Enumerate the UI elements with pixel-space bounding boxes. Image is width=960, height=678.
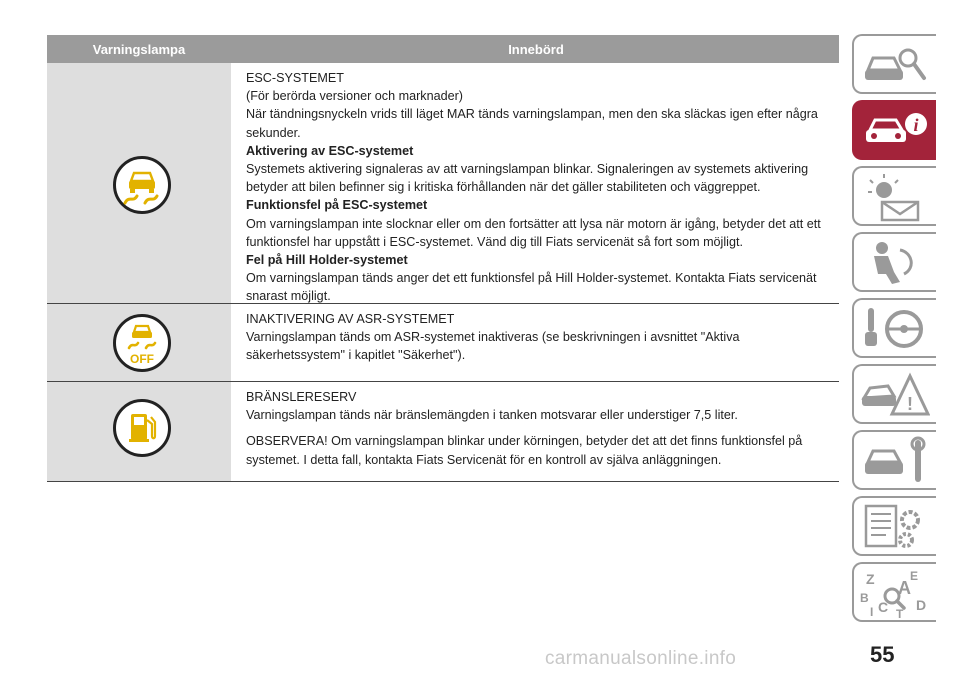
- warning-light-message-icon: [860, 172, 930, 222]
- esc-title: ESC-SYSTEMET: [246, 71, 344, 85]
- tab-maintenance[interactable]: [852, 430, 936, 490]
- table-row-fuel-reserve: [47, 382, 839, 482]
- tab-car-info[interactable]: [852, 100, 936, 160]
- key-steering-wheel-icon: [860, 304, 930, 354]
- icon-cell: [47, 304, 231, 381]
- document-gears-icon: [860, 502, 930, 552]
- tab-index[interactable]: [852, 562, 936, 622]
- fuel-description: [231, 382, 839, 481]
- header-meaning: Innebörd: [508, 41, 564, 57]
- esc-activation-text: Systemets aktivering signaleras av att varningslampan blinkar. Signaleringen av systemets aktivering betyder att bilen befinner sig i kritiska förhållanden när det gäller stabiliteten och väggreppet.: [246, 162, 809, 195]
- esc-intro: När tändningsnyckeln vrids till läget MAR tänds varningslampan, men den ska släckas igen efter några sekunder.: [246, 107, 818, 140]
- esc-scope: (För berörda versioner och marknader): [246, 89, 463, 104]
- esc-activation-heading: Aktivering av ESC-systemet: [246, 143, 414, 158]
- car-crash-warning-icon: [860, 370, 930, 420]
- warning-lights-table: [47, 35, 839, 482]
- page-number: 55: [870, 642, 895, 667]
- fuel-pump-warning-icon: [113, 399, 171, 457]
- car-wrench-icon: [860, 436, 930, 486]
- fuel-note: OBSERVERA! Om varningslampan blinkar under körningen, betyder det att det finns funktionsfel på systemet. I detta fall, kontakta Fiats Servicenät för en kontroll av själva anläggningen.: [246, 434, 803, 467]
- esc-fault-text: Om varningslampan inte slocknar eller om den fortsätter att lysa när motorn är igång, betyder det att ett funktionsfel har uppstått i ESC-systemet. Vänd dig till Fiats servicenät så fort som möjligt.: [246, 216, 821, 249]
- icon-cell: [47, 63, 231, 303]
- fuel-title: BRÄNSLERESERV: [246, 390, 357, 404]
- tab-technical-data[interactable]: [852, 496, 936, 556]
- asr-off-warning-icon: [113, 314, 171, 372]
- table-row-asr-off: [47, 304, 839, 382]
- svg-text:T: T: [896, 607, 904, 618]
- esc-skid-warning-icon: [113, 156, 171, 214]
- off-label: OFF: [130, 352, 154, 366]
- table-row-esc: [47, 63, 839, 304]
- fuel-text: Varningslampan tänds när bränslemängden i tanken motsvarar eller understiger 7,5 liter.: [246, 408, 738, 423]
- alphabet-index-icon: [860, 568, 930, 618]
- chapter-tabs: [852, 34, 936, 628]
- svg-text:A: A: [898, 578, 911, 598]
- asr-description: [231, 304, 839, 381]
- icon-cell: [47, 382, 231, 481]
- svg-text:!: !: [907, 394, 913, 414]
- hill-holder-text: Om varningslampan tänds anger det ett funktionsfel på Hill Holder-systemet. Kontakta Fiats servicenät snarast möjligt.: [246, 271, 817, 304]
- asr-title: INAKTIVERING AV ASR-SYSTEMET: [246, 312, 455, 326]
- airbag-passenger-icon: [860, 238, 930, 288]
- table-header: [47, 35, 839, 63]
- tab-emergency[interactable]: [852, 364, 936, 424]
- watermark: carmanualsonline.info: [545, 648, 737, 669]
- header-warning-lamp: Varningslampa: [92, 41, 186, 57]
- tab-safety[interactable]: [852, 232, 936, 292]
- hill-holder-heading: Fel på Hill Holder-systemet: [246, 253, 408, 268]
- esc-description: [231, 63, 839, 303]
- svg-text:B: B: [860, 591, 869, 605]
- svg-text:C: C: [878, 599, 889, 615]
- esc-fault-heading: Funktionsfel på ESC-systemet: [246, 198, 428, 213]
- tab-starting-driving[interactable]: [852, 298, 936, 358]
- tab-car-search[interactable]: [852, 34, 936, 94]
- svg-text:E: E: [910, 569, 919, 583]
- svg-text:Z: Z: [866, 571, 875, 587]
- asr-text: Varningslampan tänds om ASR-systemet inaktiveras (se beskrivningen i avsnittet "Aktiva säkerhetssystem" i kapitlet "Säkerhet").: [246, 330, 740, 363]
- tab-warning-lights[interactable]: [852, 166, 936, 226]
- svg-text:I: I: [870, 605, 874, 618]
- car-info-icon: [860, 106, 930, 156]
- car-search-icon: [860, 40, 930, 90]
- svg-text:D: D: [916, 597, 927, 613]
- svg-text:i: i: [913, 115, 919, 135]
